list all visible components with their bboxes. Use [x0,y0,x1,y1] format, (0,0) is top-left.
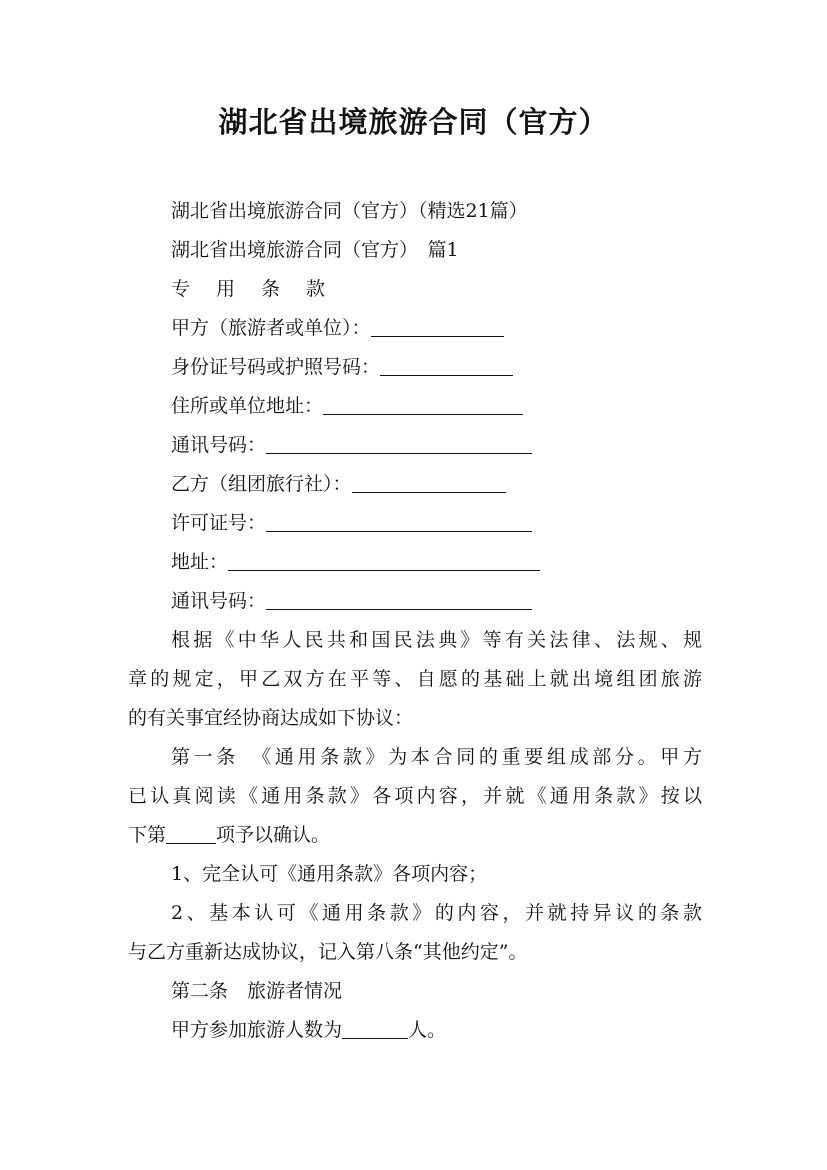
participants-post: 人。 [408,1019,447,1041]
field-party-a [128,309,702,348]
section-heading: 湖北省出境旅游合同（官方） 篇1 [171,239,459,261]
field-label: 住所或单位地址： [171,395,324,417]
field-label: 许可证号： [171,512,267,534]
fill-blank [266,511,532,532]
field-label: 通讯号码： [171,434,267,456]
fill-blank [352,472,506,493]
special-terms-heading: 专用条款 [171,278,352,300]
field-address-b [128,543,702,582]
article1-line-2: 已认真阅读《通用条款》各项内容，并就《通用条款》按以 [128,785,702,807]
fill-blank [371,316,504,337]
subtitle: 湖北省出境旅游合同（官方）（精选21篇） [171,200,528,222]
field-label: 甲方（旅游者或单位）： [171,317,371,339]
intro-line-3: 的有关事宜经协商达成如下协议： [128,707,414,729]
article1-line-3 [128,816,702,855]
intro-line-2: 章的规定，甲乙双方在平等、自愿的基础上就出境组团旅游 [128,668,702,690]
participants-line [128,1011,702,1050]
option-2-line-1: 2、基本认可《通用条款》的内容，并就持异议的条款 [171,902,702,924]
field-party-b [128,465,702,504]
fill-blank [266,433,532,454]
field-phone-a [128,426,702,465]
field-address-a [128,387,702,426]
document-body [128,192,702,1050]
field-id-number [128,348,702,387]
participants-pre: 甲方参加旅游人数为 [171,1019,343,1041]
article1-line-1: 第一条 《通用条款》为本合同的重要组成部分。甲方 [171,746,702,768]
field-label: 身份证号码或护照号码： [171,356,381,378]
field-label: 地址： [171,551,229,573]
article1-tail-post: 项予以确认。 [216,824,331,846]
field-phone-b [128,582,702,621]
fill-blank [266,589,532,610]
intro-line-1: 根据《中华人民共和国民法典》等有关法律、法规、规 [171,629,702,651]
fill-blank [323,394,523,415]
option-1: 1、完全认可《通用条款》各项内容； [171,863,488,885]
article1-tail-pre: 下第 [128,824,167,846]
fill-blank [166,823,216,844]
document-title: 湖北省出境旅游合同（官方） [218,105,609,139]
fill-blank [228,550,540,571]
fill-blank [342,1018,408,1039]
option-2-line-2: 与乙方重新达成协议，记入第八条“其他约定”。 [128,941,528,963]
field-label: 通讯号码： [171,590,267,612]
field-label: 乙方（组团旅行社）： [171,473,352,495]
field-license [128,504,702,543]
fill-blank [380,355,513,376]
article2-heading: 第二条 旅游者情况 [171,980,343,1002]
